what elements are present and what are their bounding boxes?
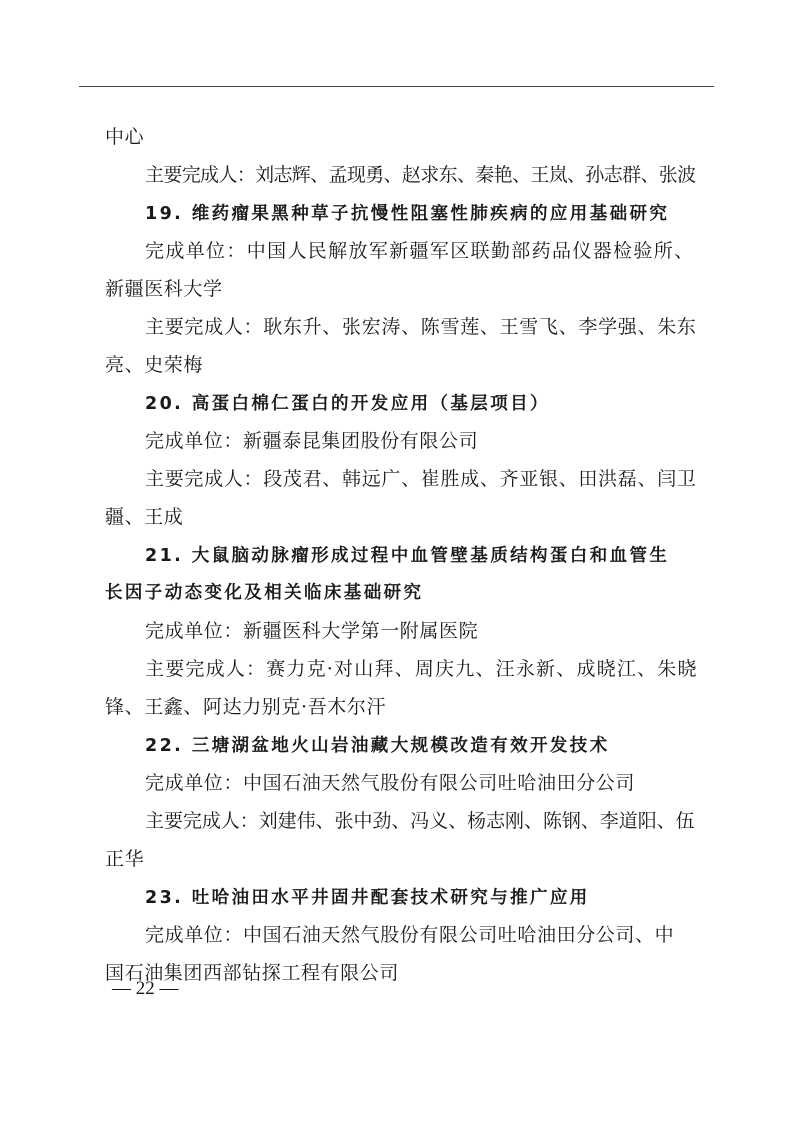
- text-line: 完成单位：新疆泰昆集团股份有限公司: [145, 430, 479, 452]
- item-title: 20. 高蛋白棉仁蛋白的开发应用（基层项目）: [145, 394, 550, 414]
- text-line: 亮、史荣梅: [105, 354, 204, 376]
- text-line: 完成单位：中国人民解放军新疆军区联勤部药品仪器检验所、: [145, 240, 695, 262]
- text-line: 正华: [105, 848, 145, 870]
- text-line: 疆、王成: [105, 506, 184, 528]
- text-line: 锋、王鑫、阿达力别克·吾木尔汗: [105, 696, 387, 718]
- text-line: 主要完成人：段茂君、韩远广、崔胜成、齐亚银、田洪磊、闫卫: [145, 468, 697, 490]
- text-line: 中心: [105, 126, 145, 148]
- item-title: 22. 三塘湖盆地火山岩油藏大规模改造有效开发技术: [145, 736, 610, 756]
- item-title: 19. 维药瘤果黑种草子抗慢性阻塞性肺疾病的应用基础研究: [145, 204, 670, 224]
- text-line: 国石油集团西部钻探工程有限公司: [105, 962, 400, 984]
- text-line: 新疆医科大学: [105, 278, 223, 300]
- item-title: 长因子动态变化及相关临床基础研究: [105, 583, 424, 603]
- item-title: 23. 吐哈油田水平井固井配套技术研究与推广应用: [145, 888, 590, 908]
- text-line: 主要完成人：刘建伟、张中劲、冯义、杨志刚、陈钢、李道阳、伍: [145, 810, 695, 832]
- header-rule: [79, 86, 714, 87]
- text-line: 完成单位：新疆医科大学第一附属医院: [145, 620, 479, 642]
- text-line: 主要完成人：耿东升、张宏涛、陈雪莲、王雪飞、李学强、朱东: [145, 316, 697, 338]
- page-number: — 22 —: [112, 978, 179, 999]
- text-line: 完成单位：中国石油天然气股份有限公司吐哈油田分公司、中: [145, 924, 675, 946]
- text-line: 主要完成人：赛力克·对山拜、周庆九、汪永新、成晓江、朱晓: [145, 658, 698, 680]
- text-line: 完成单位：中国石油天然气股份有限公司吐哈油田分公司: [145, 772, 636, 794]
- item-title: 21. 大鼠脑动脉瘤形成过程中血管壁基质结构蛋白和血管生: [145, 546, 670, 566]
- text-line: 主要完成人：刘志辉、孟现勇、赵求东、秦艳、王岚、孙志群、张波: [145, 164, 696, 186]
